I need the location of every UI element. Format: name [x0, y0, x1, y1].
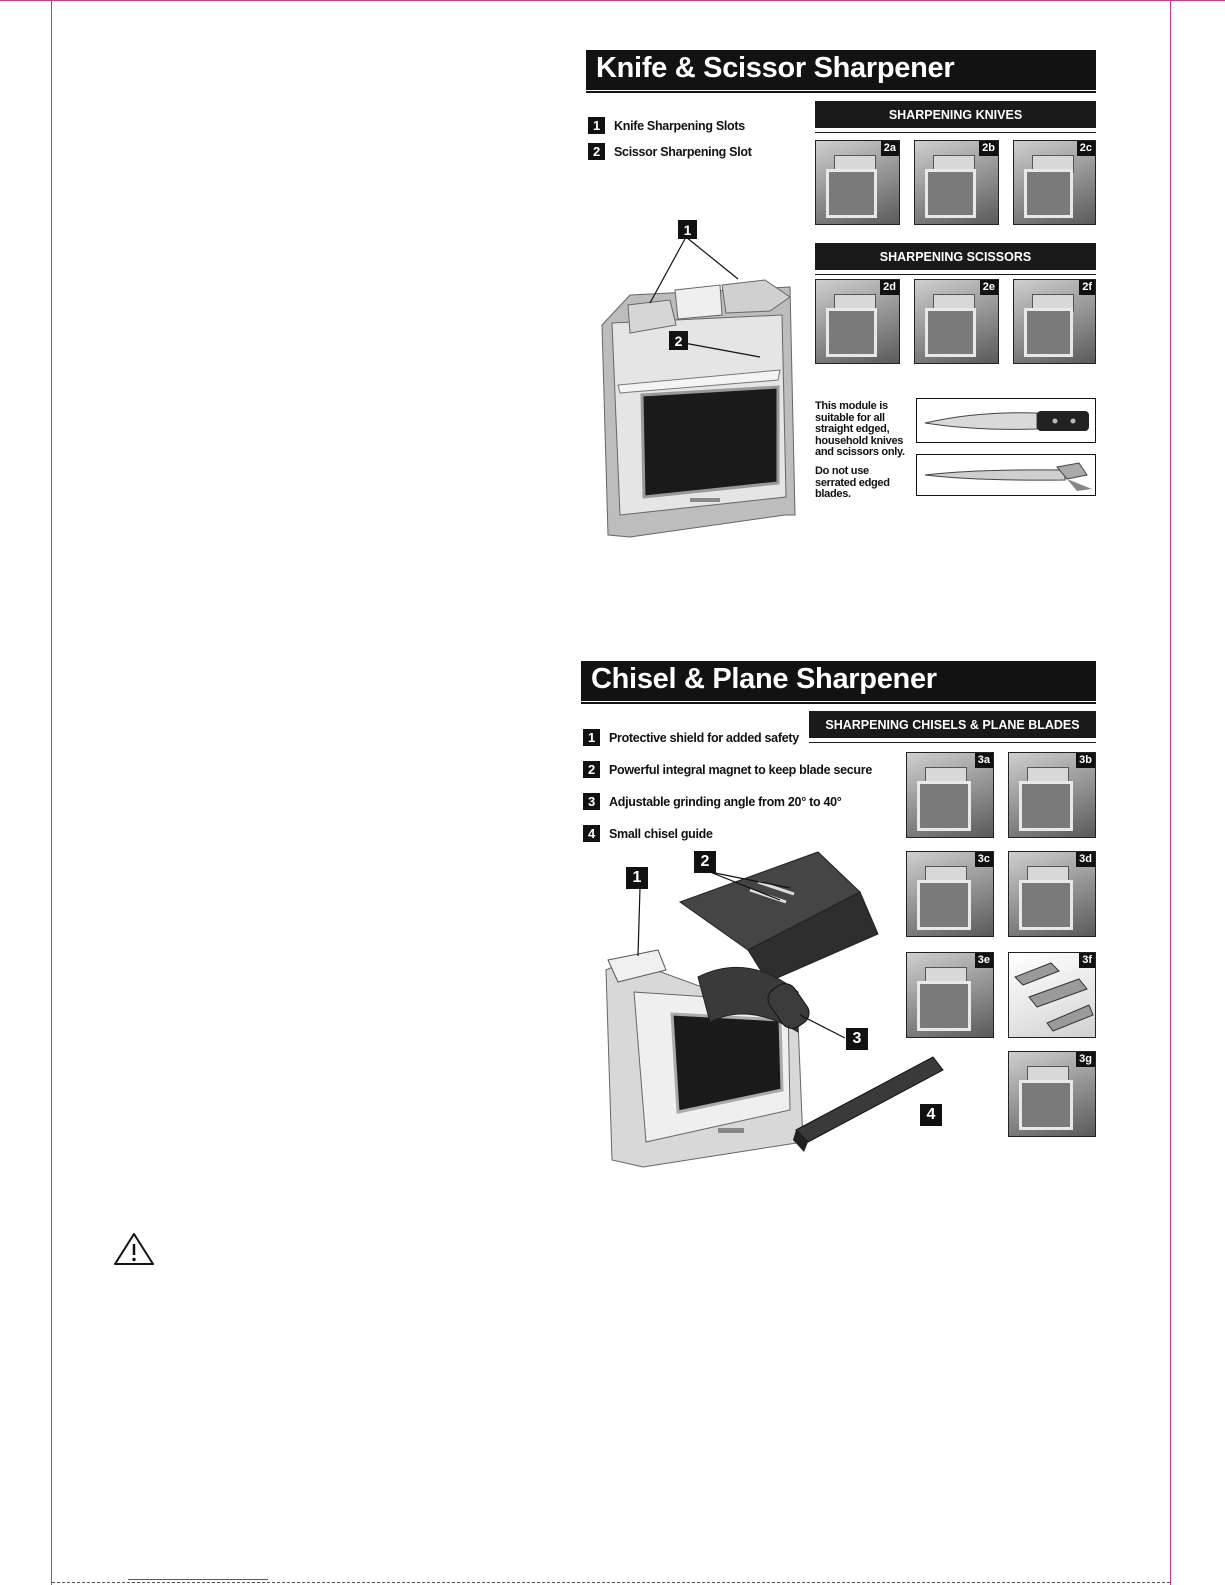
section2-legend-item-1 — [583, 729, 799, 746]
legend-number: 1 — [588, 117, 605, 134]
step-tag: 3a — [975, 753, 993, 768]
frame — [1019, 1080, 1073, 1130]
step-tag: 2c — [1077, 141, 1095, 156]
serrated-knife-icon — [917, 455, 1096, 496]
callout-2-magnet: 2 — [694, 851, 716, 873]
step-tag: 3e — [975, 953, 993, 968]
legend-number: 2 — [583, 761, 600, 778]
callout-lines-1 — [620, 225, 760, 365]
section1-title: Knife & Scissor Sharpener — [586, 50, 1096, 90]
scissors-header: SHARPENING SCISSORS — [815, 243, 1096, 270]
frame — [925, 308, 976, 357]
step-image-2a — [815, 140, 900, 225]
step-image-3b — [1008, 752, 1096, 838]
callout-2-scissor-slot: 2 — [669, 331, 688, 350]
frame — [1019, 781, 1073, 831]
frame — [1024, 169, 1073, 218]
legend-text: Adjustable grinding angle from 20° to 40° — [609, 794, 842, 809]
step-image-3d — [1008, 851, 1096, 937]
step-image-3f — [1008, 952, 1096, 1038]
section2-legend-item-4 — [583, 825, 713, 842]
section2-title: Chisel & Plane Sharpener — [581, 661, 1096, 701]
callout-1-shield: 1 — [626, 867, 648, 889]
step-tag: 3g — [1076, 1052, 1095, 1067]
legend-number: 1 — [583, 729, 600, 746]
legend-text: Scissor Sharpening Slot — [614, 144, 752, 159]
note-serrated: Do not use serrated edged blades. — [815, 465, 890, 500]
step-image-2b — [914, 140, 999, 225]
page-border-top — [0, 0, 1225, 1]
step-tag: 2e — [980, 280, 998, 295]
knives-header: SHARPENING KNIVES — [815, 101, 1096, 128]
footer-link-line — [128, 1579, 268, 1580]
section2-legend-item-3 — [583, 793, 841, 810]
section1-legend-item-2 — [588, 143, 752, 160]
step-tag: 2a — [881, 141, 899, 156]
frame — [1019, 880, 1073, 930]
step-image-3a — [906, 752, 994, 838]
page-border-right — [1170, 0, 1171, 1585]
step-image-2f — [1013, 279, 1096, 364]
callout-lines-2 — [620, 850, 870, 1120]
chisels-header: SHARPENING CHISELS & PLANE BLADES — [809, 711, 1096, 738]
section2-legend-item-2 — [583, 761, 872, 778]
legend-text: Knife Sharpening Slots — [614, 118, 745, 133]
section1-legend-item-1 — [588, 117, 745, 134]
step-tag: 2f — [1079, 280, 1095, 295]
frame — [1024, 308, 1073, 357]
straight-knife-icon — [917, 399, 1096, 443]
step-image-2e — [914, 279, 999, 364]
footer-dotted-line — [52, 1582, 1170, 1583]
step-tag: 3c — [975, 852, 993, 867]
step-image-2c — [1013, 140, 1096, 225]
legend-number: 4 — [583, 825, 600, 842]
callout-3-angle: 3 — [846, 1028, 868, 1050]
frame — [925, 169, 976, 218]
straight-knife-image — [916, 398, 1096, 443]
legend-text: Powerful integral magnet to keep blade secure — [609, 762, 872, 777]
step-image-3g — [1008, 1051, 1096, 1137]
step-tag: 2d — [880, 280, 899, 295]
frame — [826, 169, 877, 218]
step-tag: 3f — [1079, 953, 1095, 968]
frame — [917, 781, 971, 831]
legend-text: Protective shield for added safety — [609, 730, 799, 745]
page-border-left — [51, 0, 52, 1585]
callout-4-chisel-guide: 4 — [920, 1104, 942, 1126]
legend-number: 3 — [583, 793, 600, 810]
step-tag: 3d — [1076, 852, 1095, 867]
note-suitable: This module is suitable for all straight edged, household knives and scissors only. — [815, 400, 905, 458]
frame — [826, 308, 877, 357]
step-tag: 2b — [979, 141, 998, 156]
legend-text: Small chisel guide — [609, 826, 713, 841]
warning-triangle-icon — [113, 1232, 155, 1266]
callout-1-knife-slots: 1 — [678, 220, 697, 239]
step-tag: 3b — [1076, 753, 1095, 768]
serrated-knife-image — [916, 454, 1096, 496]
legend-number: 2 — [588, 143, 605, 160]
step-image-2d — [815, 279, 900, 364]
